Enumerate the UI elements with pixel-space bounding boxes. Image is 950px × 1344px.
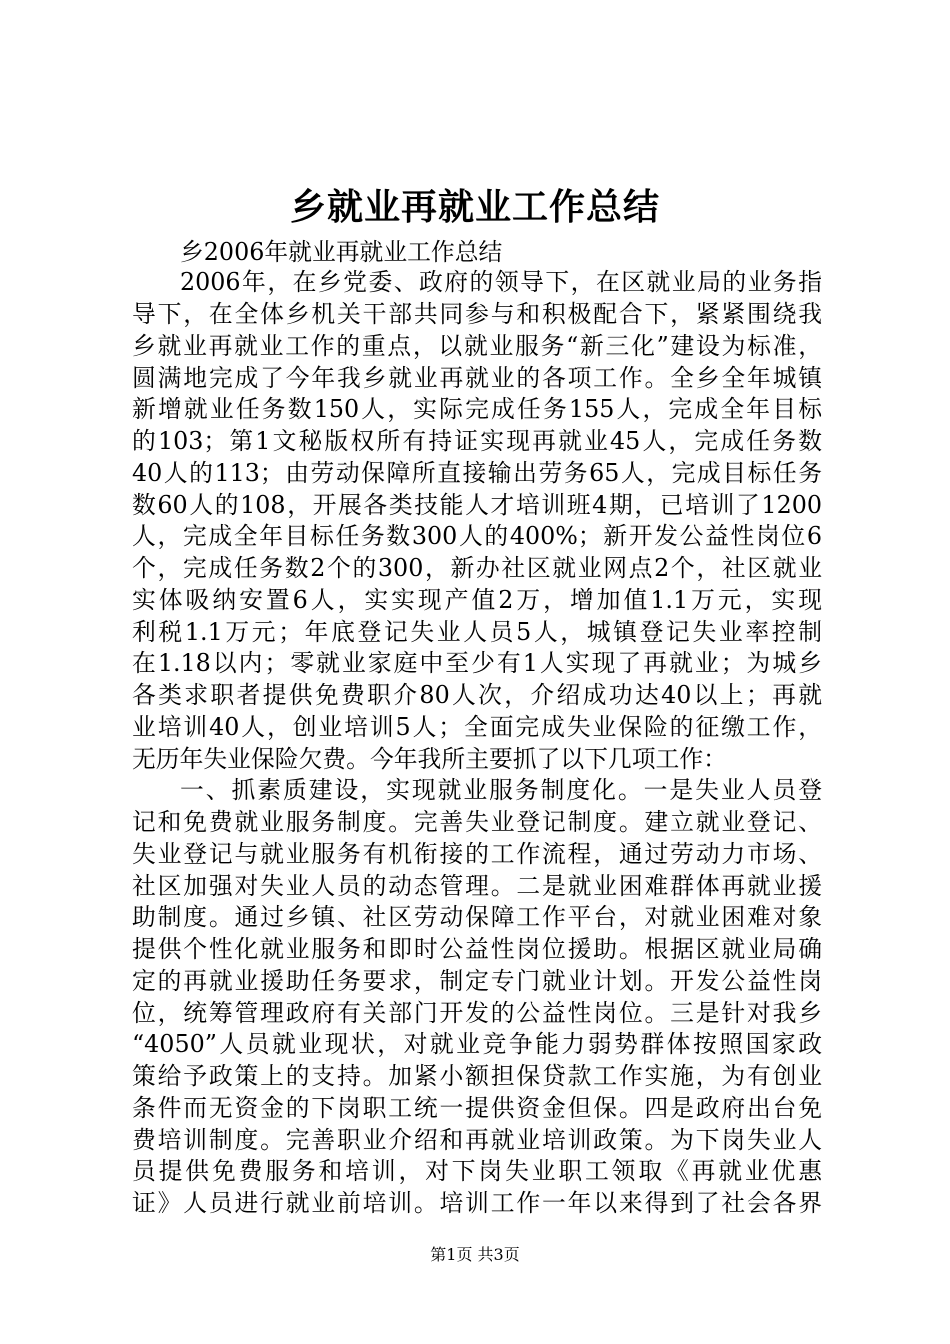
- paragraph-line: 导下，在全体乡机关干部共同参与和积极配合下，紧紧围绕我: [132, 300, 822, 328]
- paragraph-line: 在1.18以内；零就业家庭中至少有1人实现了再就业；为城乡: [132, 649, 822, 677]
- paragraph-line: 的103；第1文秘版权所有持证实现再就业45人，完成任务数: [132, 427, 822, 455]
- paragraph-line: 位，统筹管理政府有关部门开发的公益性岗位。三是针对我乡: [132, 999, 822, 1027]
- paragraph-line: 数60人的108，开展各类技能人才培训班4期，已培训了1200: [132, 491, 822, 519]
- paragraph-line: 社区加强对失业人员的动态管理。二是就业困难群体再就业援: [132, 872, 822, 900]
- paragraph-line: 40人的113；由劳动保障所直接输出劳务65人，完成目标任务: [132, 459, 822, 487]
- paragraph-line: 无历年失业保险欠费。今年我所主要抓了以下几项工作：: [132, 745, 727, 773]
- paragraph-line: 2006年，在乡党委、政府的领导下，在区就业局的业务指: [180, 268, 822, 296]
- paragraph-line: 提供个性化就业服务和即时公益性岗位援助。根据区就业局确: [132, 935, 822, 963]
- paragraph-line: 证》人员进行就业前培训。培训工作一年以来得到了社会各界: [132, 1189, 822, 1217]
- paragraph-line: 条件而无资金的下岗职工统一提供资金但保。四是政府出台免: [132, 1094, 822, 1122]
- paragraph-line: 乡就业再就业工作的重点，以就业服务“新三化”建设为标准，: [132, 332, 822, 360]
- paragraph-line: 定的再就业援助任务要求，制定专门就业计划。开发公益性岗: [132, 967, 822, 995]
- paragraph-line: 利税1.1万元；年底登记失业人员5人，城镇登记失业率控制: [132, 618, 822, 646]
- paragraph-line: 策给予政策上的支持。加紧小额担保贷款工作实施，为有创业: [132, 1062, 822, 1090]
- paragraph-line: 费培训制度。完善职业介绍和再就业培训政策。为下岗失业人: [132, 1126, 822, 1154]
- paragraph-line: 个，完成任务数2个的300，新办社区就业网点2个，社区就业: [132, 554, 822, 582]
- paragraph-line: 人，完成全年目标任务数300人的400%；新开发公益性岗位6: [132, 522, 822, 550]
- paragraph-line: “4050”人员就业现状，对就业竞争能力弱势群体按照国家政: [132, 1030, 822, 1058]
- paragraph-line: 助制度。通过乡镇、社区劳动保障工作平台，对就业困难对象: [132, 903, 822, 931]
- paragraph-line: 业培训40人，创业培训5人；全面完成失业保险的征缴工作，: [132, 713, 822, 741]
- paragraph-line: 失业登记与就业服务有机衔接的工作流程，通过劳动力市场、: [132, 840, 822, 868]
- subtitle-line: 乡2006年就业再就业工作总结: [180, 238, 503, 266]
- paragraph-line: 记和免费就业服务制度。完善失业登记制度。建立就业登记、: [132, 808, 822, 836]
- paragraph-line: 一、抓素质建设，实现就业服务制度化。一是失业人员登: [180, 776, 822, 804]
- paragraph-line: 实体吸纳安置6人，实实现产值2万，增加值1.1万元，实现: [132, 586, 822, 614]
- paragraph-line: 圆满地完成了今年我乡就业再就业的各项工作。全乡全年城镇: [132, 364, 822, 392]
- paragraph-line: 新增就业任务数150人，实际完成任务155人，完成全年目标: [132, 395, 822, 423]
- paragraph-line: 员提供免费服务和培训，对下岗失业职工领取《再就业优惠: [132, 1157, 822, 1185]
- document-title: 乡就业再就业工作总结: [289, 187, 660, 228]
- page-number-footer: 第1页 共3页: [430, 1245, 520, 1264]
- paragraph-line: 各类求职者提供免费职介80人次，介绍成功达40以上；再就: [132, 681, 822, 709]
